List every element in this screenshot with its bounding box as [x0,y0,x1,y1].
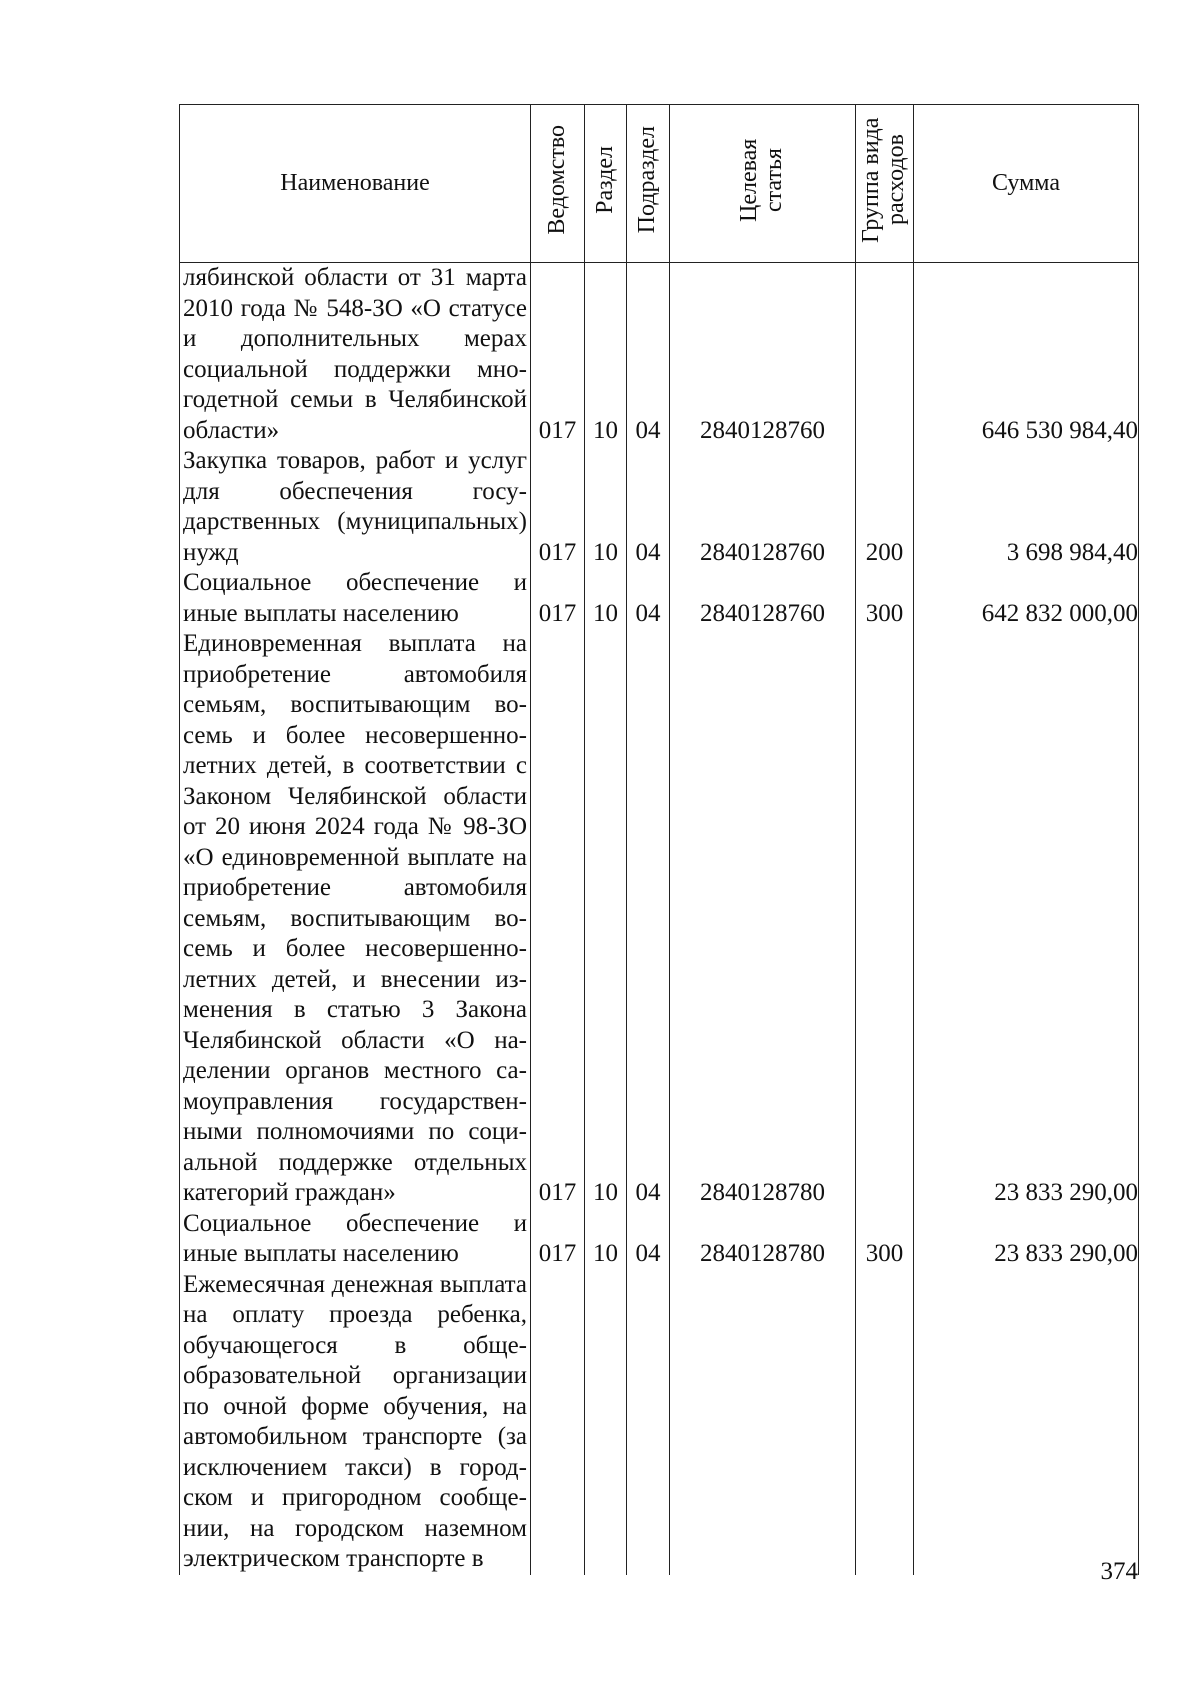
budget-table [179,104,1139,1575]
row-gruppa [856,1270,914,1575]
row-summa: 646 530 984,40 [914,263,1139,447]
row-razdel: 10 [585,568,627,629]
header-gruppa-label: Группа вида расходов [858,117,910,243]
row-name: Закупка товаров, работ и услуг для обеспечения государственных (муниципальных) нужд [180,446,531,568]
table-row [180,1270,1139,1575]
header-celevaya [670,105,856,263]
row-podrazdel: 04 [627,1209,670,1270]
row-gruppa [856,629,914,1209]
row-celevaya: 2840128760 [670,263,856,447]
row-gruppa: 300 [856,1209,914,1270]
table-row [180,629,1139,1209]
row-podrazdel: 04 [627,446,670,568]
row-podrazdel [627,1270,670,1575]
header-summa-label: Сумма [992,170,1060,196]
row-celevaya [670,1270,856,1575]
row-ved: 017 [531,263,585,447]
header-razdel [585,105,627,263]
row-name: лябинской области от 31 марта 2010 года № 548-ЗО «О статусе и дополнительных мерах социальной поддержки многодетной семьи в Челябинской области» [180,263,531,447]
row-name: Единовременная выплата на приобретение автомобиля семьям, воспитывающим восемь и более несовершеннолетних детей, в соответствии с Законом Челябинской области от 20 июня 2024 года № 98-ЗО «О единовременной выплате на приобретение автомобиля семьям, воспитывающим восемь и более несовершеннолетних детей, и внесении изменения в статью 3 Закона Челябинской области «О наделении органов местного самоуправления государственными полномочиями по социальной поддержке отдельных категорий граждан» [180,629,531,1209]
table-header [180,105,1139,263]
row-ved: 017 [531,568,585,629]
table-row [180,1209,1139,1270]
header-ved-label: Ведомство [543,125,570,235]
row-celevaya: 2840128780 [670,1209,856,1270]
header-summa [914,105,1139,263]
row-celevaya: 2840128760 [670,446,856,568]
row-razdel: 10 [585,446,627,568]
header-celevaya-label: Целевая статья [736,138,788,222]
header-name-label: Наименование [280,170,430,196]
row-razdel [585,1270,627,1575]
row-summa: 23 833 290,00 [914,629,1139,1209]
table-row [180,446,1139,568]
row-celevaya: 2840128760 [670,568,856,629]
header-name [180,105,531,263]
header-podrazdel-label: Подраздел [634,126,661,234]
row-podrazdel: 04 [627,568,670,629]
row-summa: 23 833 290,00 [914,1209,1139,1270]
row-razdel: 10 [585,1209,627,1270]
table-row [180,263,1139,447]
row-ved: 017 [531,629,585,1209]
row-ved: 017 [531,1209,585,1270]
table-body [180,263,1139,1575]
row-podrazdel: 04 [627,263,670,447]
header-gruppa [856,105,914,263]
row-summa: 3 698 984,40 [914,446,1139,568]
row-podrazdel: 04 [627,629,670,1209]
row-ved: 017 [531,446,585,568]
header-razdel-label: Раздел [591,146,618,214]
row-name: Социальное обеспечение и иные выплаты населению [180,1209,531,1270]
row-ved [531,1270,585,1575]
row-razdel: 10 [585,263,627,447]
page-number: 374 [1100,1558,1138,1585]
row-summa [914,1270,1139,1575]
header-ved [531,105,585,263]
row-gruppa: 300 [856,568,914,629]
row-razdel: 10 [585,629,627,1209]
row-celevaya: 2840128780 [670,629,856,1209]
header-podrazdel [627,105,670,263]
row-name: Социальное обеспечение и иные выплаты населению [180,568,531,629]
row-name: Ежемесячная денежная выплата на оплату проезда ребенка, обучающегося в общеобразовательной организации по очной форме обучения, на автомобильном транспорте (за исключением такси) в городском и пригородном сообщении, на городском наземном электрическом транспорте в [180,1270,531,1575]
row-gruppa: 200 [856,446,914,568]
row-gruppa [856,263,914,447]
row-summa: 642 832 000,00 [914,568,1139,629]
table-row [180,568,1139,629]
